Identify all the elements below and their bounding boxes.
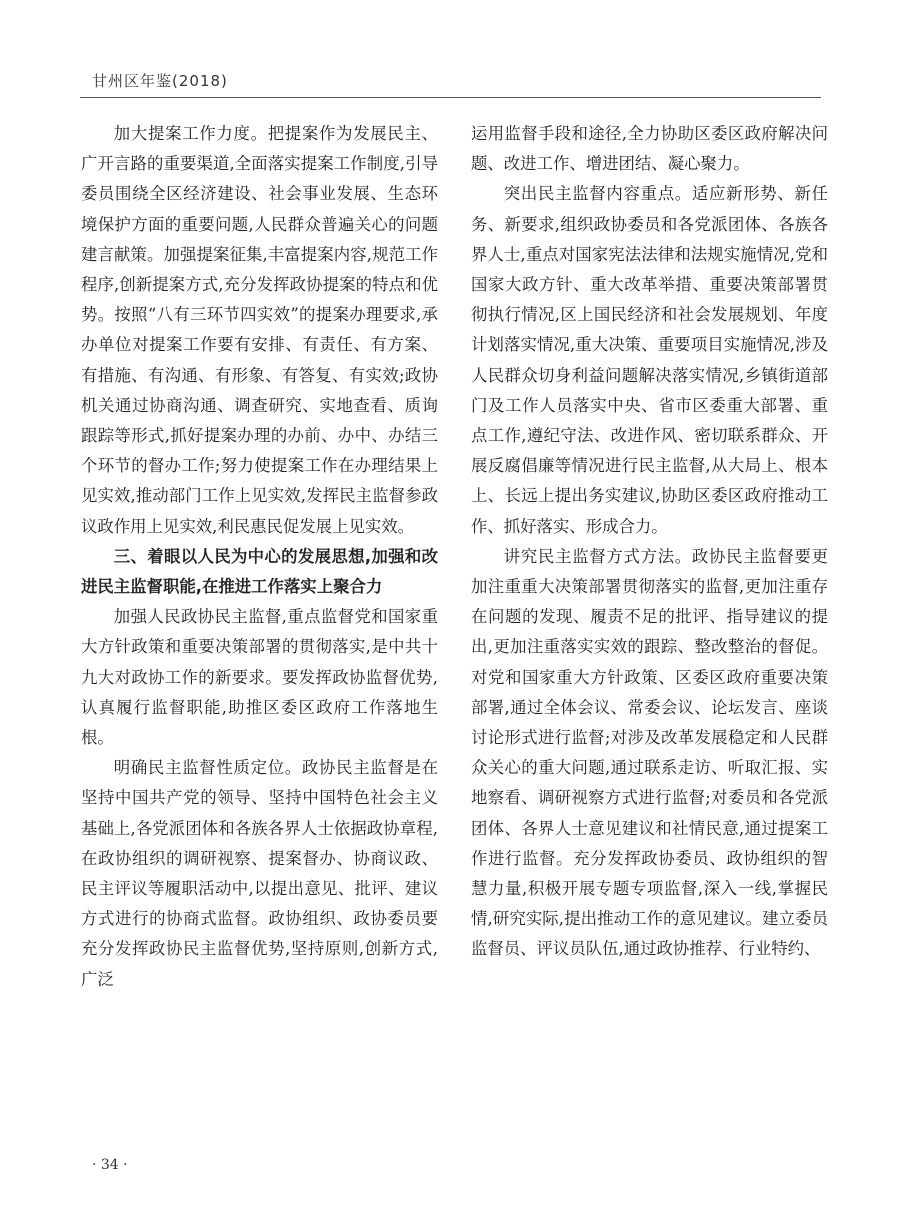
section-heading: 三、着眼以人民为中心的发展思想,加强和改进民主监督职能,在推进工作落实上聚合力 bbox=[81, 546, 438, 597]
running-header: 甘州区年鉴(2018) bbox=[92, 72, 228, 90]
left-column bbox=[81, 119, 438, 995]
paragraph-proposal-work: 加大提案工作力度。把提案作为发展民主、广开言路的重要渠道,全面落实提案工作制度,引导委员围绕全区经济建设、社会事业发展、生态环境保护方面的重要问题,人民群众普遍关心的问题建言献策。加强提案征集,丰富提案内容,规范工作程序,创新提案方式,充分发挥政协提案的特点和优势。按照“八有三环节四实效”的提案办理要求,承办单位对提案工作要有安排、有责任、有方案、有措施、有沟通、有形象、有答复、有实效;政协机关通过协商沟通、调查研究、实地查看、质询跟踪等形式,抓好提案办理的办前、办中、办结三个环节的督办工作;努力使提案工作在办理结果上见实效,推动部门工作上见实效,发挥民主监督参政议政作用上见实效,利民惠民促发展上见实效。 bbox=[81, 124, 438, 536]
paragraph-continuation: 运用监督手段和途径,全力协助区委区政府解决问题、改进工作、增进团结、凝心聚力。 bbox=[471, 124, 828, 174]
paragraph-supervision-methods: 讲究民主监督方式方法。政协民主监督要更加注重重大决策部署贯彻落实的监督,更加注重存在问题的发现、履责不足的批评、指导建议的提出,更加注重落实实效的跟踪、整改整治的督促。对党和国家重大方针政策、区委区政府重要决策部署,通过全体会议、常委会议、论坛发言、座谈讨论形式进行监督;对涉及改革发展稳定和人民群众关心的重大问题,通过联系走访、听取汇报、实地察看、调研视察方式进行监督;对委员和各党派团体、各界人士意见建议和社情民意,通过提案工作进行监督。充分发挥政协委员、政协组织的智慧力量,积极开展专题专项监督,深入一线,掌握民情,研究实际,提出推动工作的意见建议。建立委员监督员、评议员队伍,通过政协推荐、行业特约、 bbox=[471, 546, 828, 959]
right-column bbox=[471, 119, 828, 965]
paragraph-supervision-focus: 突出民主监督内容重点。适应新形势、新任务、新要求,组织政协委员和各党派团体、各族各界人士,重点对国家宪法法律和法规实施情况,党和国家大政方针、重大改革举措、重要决策部署贯彻执行情况,区上国民经济和社会发展规划、年度计划落实情况,重大决策、重要项目实施情况,涉及人民群众切身利益问题解决落实情况,乡镇街道部门及工作人员落实中央、省市区委重大部署、重点工作,遵纪守法、改进作风、密切联系群众、开展反腐倡廉等情况进行民主监督,从大局上、根本上、长远上提出务实建议,协助区委区政府推动工作、抓好落实、形成合力。 bbox=[471, 184, 828, 536]
paragraph-democratic-supervision: 加强人民政协民主监督,重点监督党和国家重大方针政策和重要决策部署的贯彻落实,是中共十九大对政协工作的新要求。要发挥政协监督优势,认真履行监督职能,助推区委区政府工作落地生根。 bbox=[81, 607, 438, 748]
page-number: · 34 · bbox=[92, 1157, 128, 1173]
header-divider bbox=[80, 97, 821, 98]
paragraph-supervision-nature: 明确民主监督性质定位。政协民主监督是在坚持中国共产党的领导、坚持中国特色社会主义基础上,各党派团体和各族各界人士依据政协章程,在政协组织的调研视察、提案督办、协商议政、民主评议等履职活动中,以提出意见、批评、建议方式进行的协商式监督。政协组织、政协委员要充分发挥政协民主监督优势,坚持原则,创新方式,广泛 bbox=[81, 758, 438, 989]
